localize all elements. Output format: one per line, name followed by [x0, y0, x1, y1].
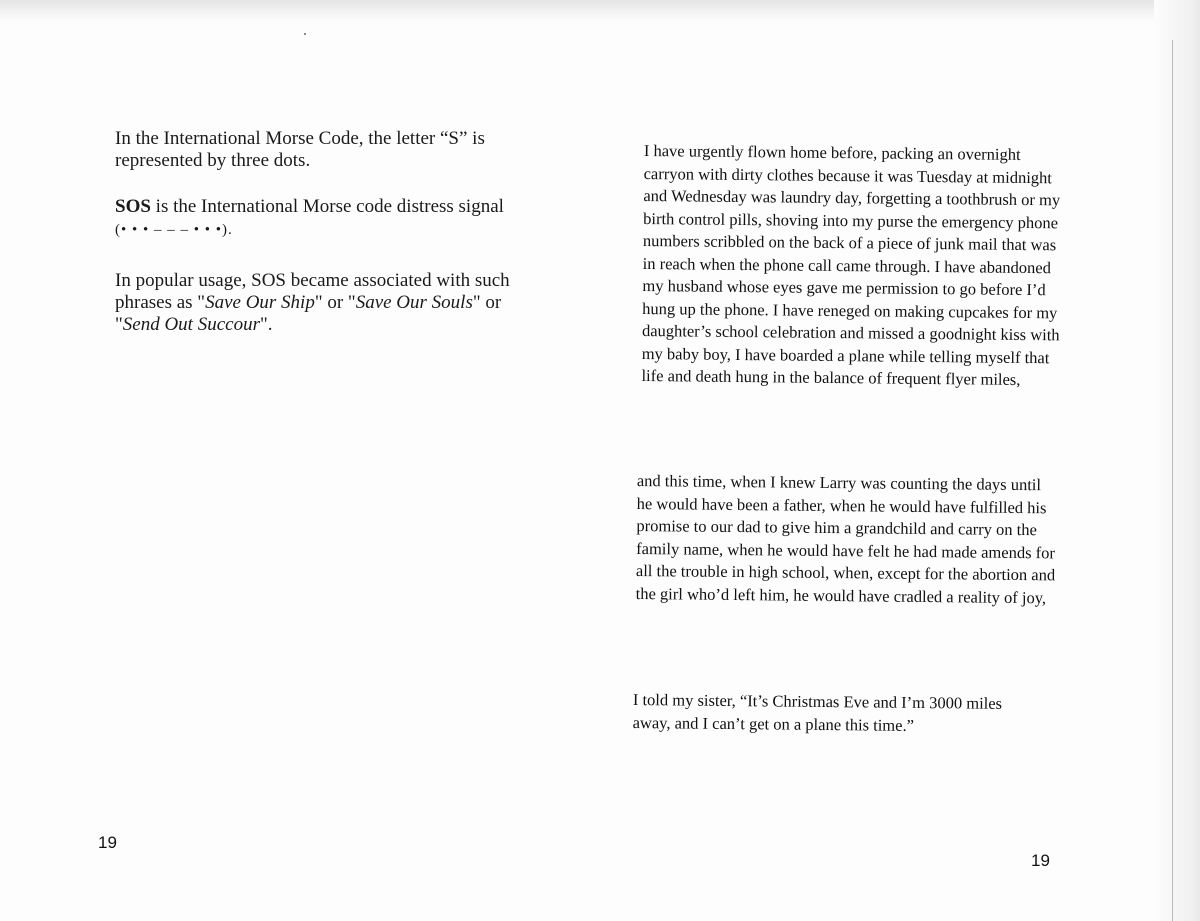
phrase-save-our-ship: Save Our Ship: [205, 292, 315, 313]
larry-paragraph: and this time, when I knew Larry was counting the days until he would have been a father, when he would have fulfilled his promise to our dad to give him a grandchild and carry on the family name, when he would have felt he had made amends for all the trouble in high school, when, except for the abortion and the girl who’d left him, he would have cradled a reality of joy,: [635, 470, 1056, 607]
usage-end: ".: [259, 314, 273, 335]
usage-intro: In popular usage, SOS became associated with such phrases as ": [115, 270, 510, 313]
right-page-number: 19: [1031, 851, 1050, 870]
phrase-send-out-succour: Send Out Succour: [122, 314, 260, 335]
usage-connector-2: " or ": [115, 292, 502, 335]
scan-top-edge: [0, 0, 1200, 22]
morse-code-paragraph: In the International Morse Code, the letter “S” is represented by three dots.: [115, 128, 485, 171]
sos-morse-sequence: (• • • – – – • • •).: [115, 222, 233, 238]
sos-definition-text: is the International Morse code distress signal: [150, 196, 504, 217]
sos-definition-paragraph: [115, 196, 545, 241]
flown-home-paragraph: I have urgently flown home before, packing an overnight carryon with dirty clothes because it was Tuesday at midnight and Wednesday was laundry day, forgetting a toothbrush or my birth control pills, shoving into my purse the emergency phone numbers scribbled on the back of a piece of junk mail that was in reach when the phone call came through. I have abandoned my husband whose eyes gave me permission to go before I’d hung up the phone. I have reneged on making cupcakes for my daughter’s school celebration and missed a goodnight kiss with my baby boy, I have boarded a plane while telling myself that life and death hung in the balance of frequent flyer miles,: [641, 140, 1061, 389]
scan-speck: [304, 33, 306, 35]
sos-term: SOS: [115, 196, 151, 217]
phrase-save-our-souls: Save Our Souls: [355, 292, 473, 313]
popular-usage-paragraph: [115, 270, 545, 336]
left-page-number: 19: [98, 833, 117, 852]
scan-right-edge: [1154, 0, 1200, 921]
page-edge-line: [1172, 40, 1173, 921]
usage-connector-1: " or ": [314, 292, 356, 313]
told-sister-paragraph: I told my sister, “It’s Christmas Eve and I’m 3000 miles away, and I can’t get on a plane this time.”: [632, 689, 1003, 735]
